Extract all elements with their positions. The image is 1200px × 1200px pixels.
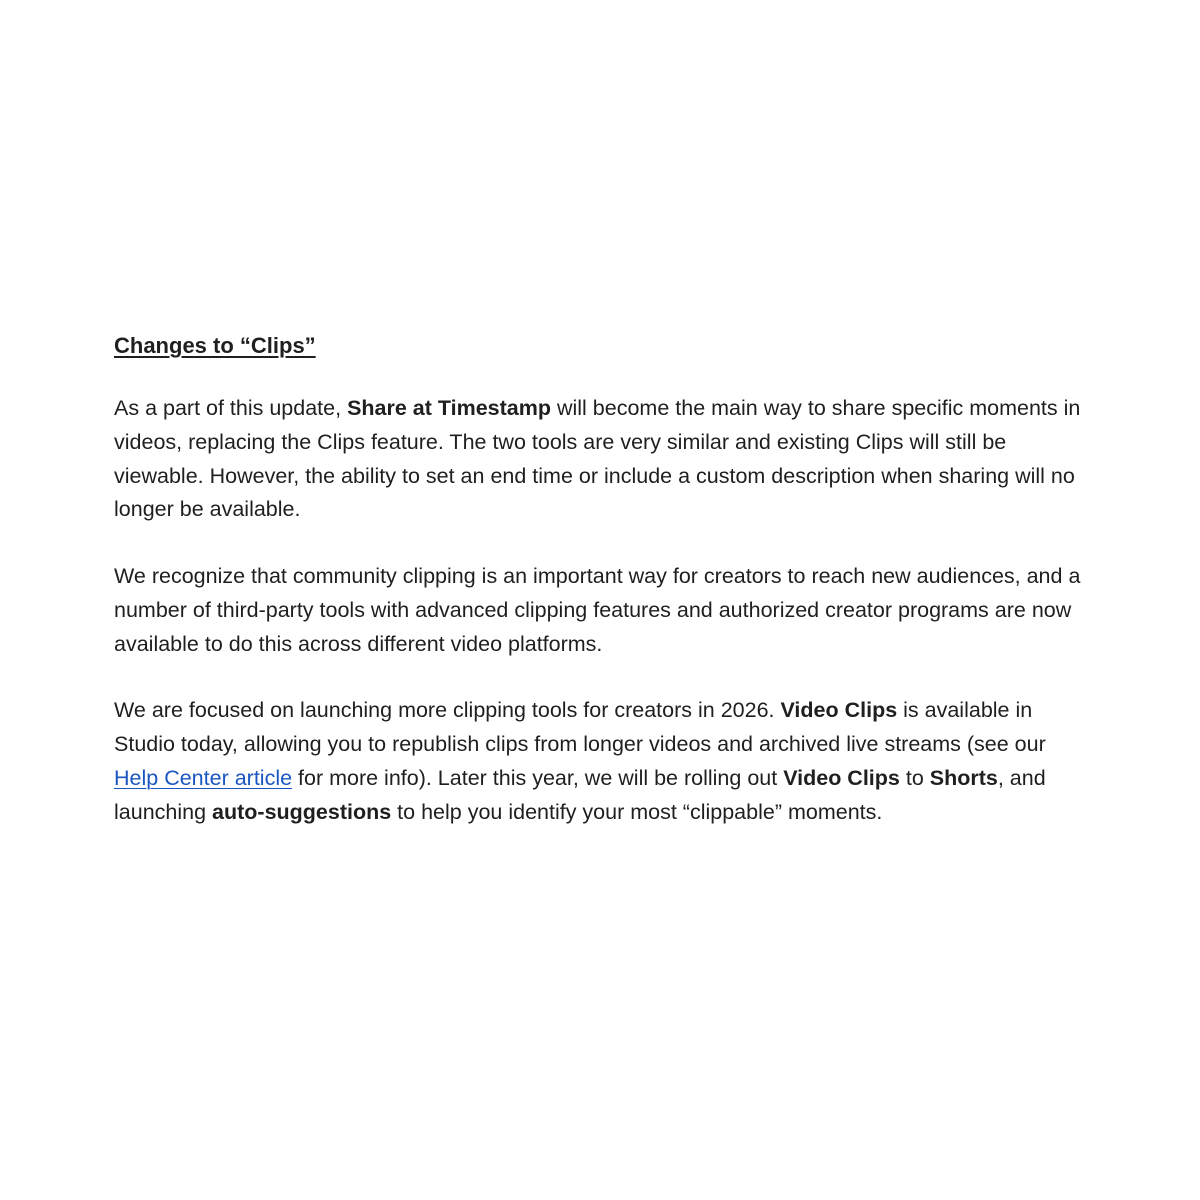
paragraph-clipping-tools — [114, 694, 1094, 829]
auto-suggestions-term: auto-suggestions — [212, 799, 392, 824]
paragraph3-text-f: to help you identify your most “clippable” moments. — [391, 799, 883, 824]
video-clips-term-2: Video Clips — [783, 765, 900, 790]
shorts-term: Shorts — [929, 765, 998, 790]
help-center-article-link[interactable]: Help Center article — [114, 765, 293, 790]
paragraph2-text: We recognize that community clipping is an important way for creators to reach new audiences, and a number of third-party tools with advanced clipping features and authorized creator programs are now available to do this across different video platforms. — [114, 564, 1081, 656]
share-at-timestamp-term: Share at Timestamp — [347, 396, 551, 420]
paragraph1-text-a: As a part of this update, — [114, 396, 348, 420]
section-heading: Changes to “Clips” — [114, 333, 316, 358]
document-body — [114, 326, 1094, 829]
paragraph-community-clipping — [114, 560, 1094, 661]
video-clips-term: Video Clips — [780, 698, 898, 723]
paragraph3-text-a: We are focused on launching more clipping tools for creators in 2026. — [114, 698, 781, 723]
paragraph3-text-d: to — [899, 765, 930, 790]
paragraph3-text-c: for more info). Later this year, we will be rolling out — [292, 765, 784, 790]
paragraph3-text-b: is available in Studio today, allowing you to republish clips from longer videos and archived live streams (see our — [114, 698, 1046, 756]
paragraph3-text-e: , and launching — [114, 765, 1046, 824]
paragraph-share-at-timestamp — [114, 392, 1094, 527]
paragraph1-text-b: will become the main way to share specific moments in videos, replacing the Clips feature. The two tools are very similar and existing Clips will still be viewable. However, the ability to set an end time or include a custom description when sharing will no longer be available. — [114, 396, 1081, 522]
